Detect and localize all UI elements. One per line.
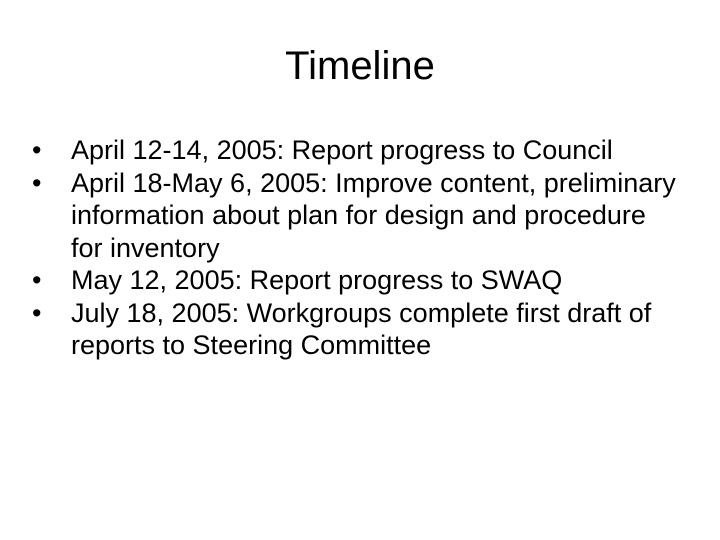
bullet-icon: • (32, 135, 42, 165)
bullet-icon: • (32, 265, 42, 295)
bullet-item (32, 297, 682, 362)
bullet-item (32, 167, 682, 265)
bullet-icon: • (32, 297, 42, 328)
bullet-text: May 12, 2005: Report progress to SWAQ (71, 265, 563, 295)
bullet-icon: • (32, 167, 42, 198)
bullet-item (32, 264, 682, 297)
bullet-list (32, 134, 682, 362)
bullet-text: April 12-14, 2005: Report progress to Council (71, 135, 613, 165)
bullet-text: April 18-May 6, 2005: Improve content, preliminary information about plan for design and procedure for inventory (71, 167, 676, 263)
bullet-text: July 18, 2005: Workgroups complete first draft of reports to Steering Committee (71, 297, 652, 360)
slide-title: Timeline (285, 44, 435, 88)
bullet-item (32, 134, 682, 167)
